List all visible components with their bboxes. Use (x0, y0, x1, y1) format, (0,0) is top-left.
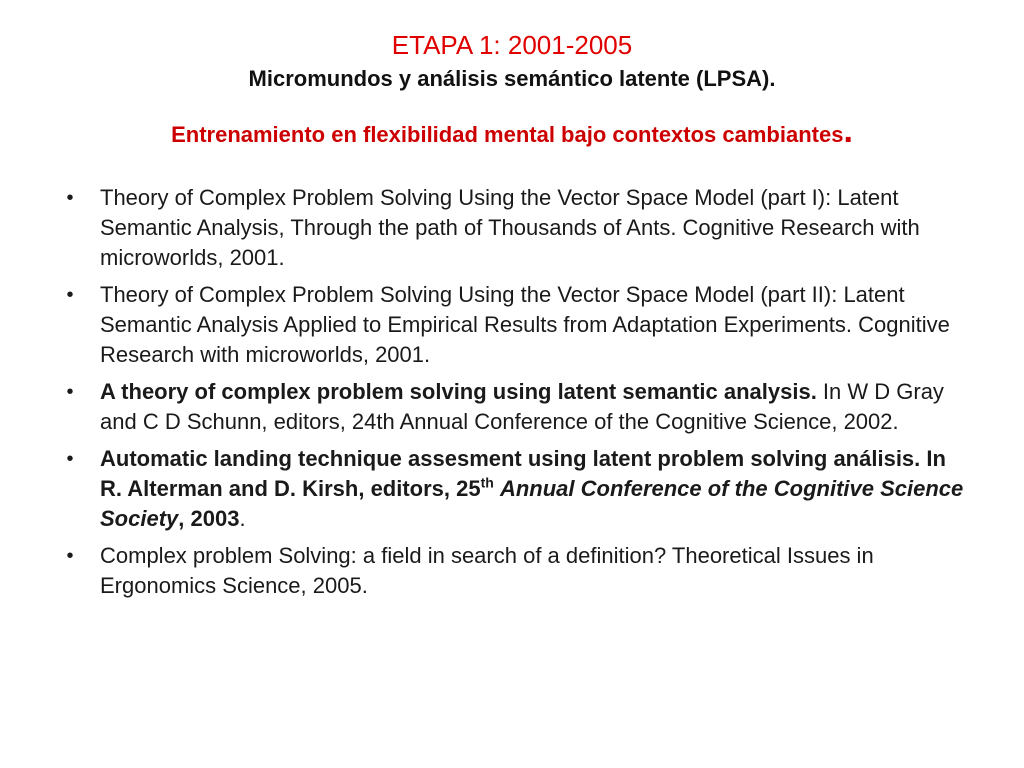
bullet-icon: • (66, 284, 74, 306)
tagline-text: Entrenamiento en flexibilidad mental bajo contextos cambiantes (171, 122, 844, 147)
bullet-icon: • (66, 187, 74, 209)
list-item (60, 183, 970, 273)
slide-title: ETAPA 1: 2001-2005 (391, 30, 633, 60)
list-item (60, 541, 970, 601)
reference-text: In W D Gray and C D Schunn, editors, 24th Annual Conference of the Cognitive Science, 2002. (100, 379, 944, 434)
slide-tagline (60, 112, 964, 150)
bullet-icon: • (66, 381, 74, 403)
reference-year: , 2003 (178, 506, 240, 531)
reference-text: Theory of Complex Problem Solving Using the Vector Space Model (part I): Latent Semantic Analysis, Through the path of Thousands of Ants. Cognitive Research with microworlds, 2001. (100, 185, 920, 270)
reference-title: Automatic landing technique assesment using latent problem solving análisis. In R. Alterman and D. Kirsh, editors, 25 (100, 446, 946, 501)
list-item (60, 280, 970, 370)
ordinal-suffix: th (480, 474, 494, 491)
conference-name: Annual Conference of the Cognitive Science Society (100, 476, 964, 531)
reference-tail: . (239, 506, 246, 531)
tagline-dot: . (843, 112, 853, 150)
title-block (60, 28, 964, 150)
reference-text: Theory of Complex Problem Solving Using the Vector Space Model (part II): Latent Semantic Analysis Applied to Empirical Results from Adaptation Experiments. Cognitive Research with microworlds, 2001. (100, 282, 950, 367)
reference-list (60, 183, 970, 608)
list-item (60, 377, 970, 437)
bullet-icon: • (66, 448, 74, 470)
list-item (60, 444, 970, 534)
slide-subtitle: Micromundos y análisis semántico latente (LPSA). (248, 66, 776, 91)
bullet-icon: • (66, 545, 74, 567)
reference-text: Complex problem Solving: a field in search of a definition? Theoretical Issues in Ergonomics Science, 2005. (100, 543, 874, 598)
reference-title: A theory of complex problem solving using latent semantic analysis. (100, 379, 817, 404)
